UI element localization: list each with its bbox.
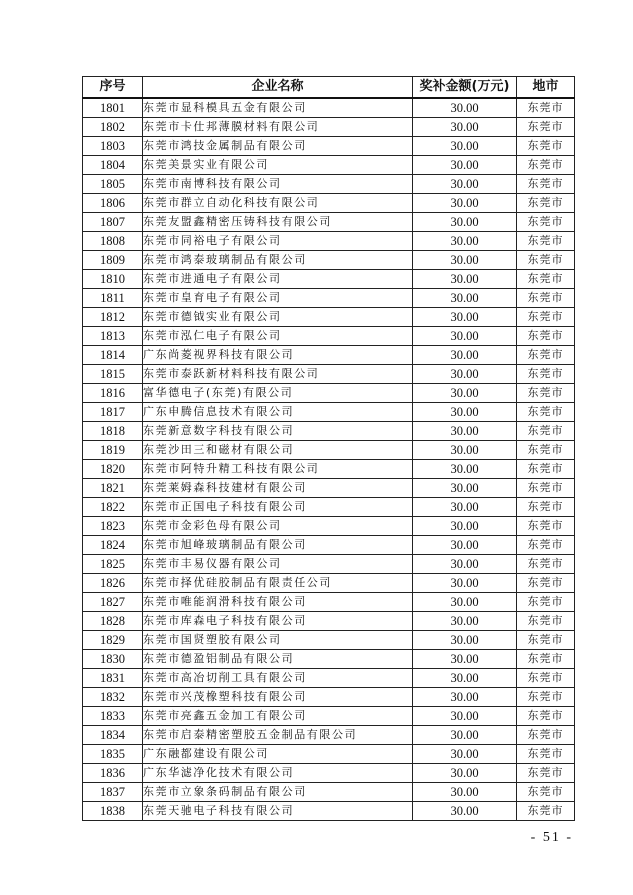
- table-row: [83, 289, 575, 308]
- cell-company-name: 广东融都建设有限公司: [143, 745, 413, 764]
- cell-city: 东莞市: [517, 308, 575, 327]
- cell-city: 东莞市: [517, 384, 575, 403]
- cell-amount: 30.00: [413, 403, 517, 422]
- table-row: [83, 346, 575, 365]
- cell-company-name: 广东华滤净化技术有限公司: [143, 764, 413, 783]
- cell-amount: 30.00: [413, 118, 517, 137]
- cell-company-name: 东莞市库森电子科技有限公司: [143, 612, 413, 631]
- cell-city: 东莞市: [517, 441, 575, 460]
- table-row: [83, 669, 575, 688]
- cell-no: 1833: [83, 707, 143, 726]
- table-row: [83, 536, 575, 555]
- cell-amount: 30.00: [413, 593, 517, 612]
- cell-no: 1805: [83, 175, 143, 194]
- cell-amount: 30.00: [413, 498, 517, 517]
- cell-company-name: 东莞市高冶切削工具有限公司: [143, 669, 413, 688]
- cell-city: 东莞市: [517, 289, 575, 308]
- cell-company-name: 东莞美景实业有限公司: [143, 156, 413, 175]
- cell-amount: 30.00: [413, 707, 517, 726]
- table-row: [83, 517, 575, 536]
- cell-city: 东莞市: [517, 194, 575, 213]
- table-row: [83, 194, 575, 213]
- cell-company-name: 东莞市鸿技金属制品有限公司: [143, 137, 413, 156]
- table-row: [83, 422, 575, 441]
- cell-amount: 30.00: [413, 574, 517, 593]
- table-row: [83, 726, 575, 745]
- award-table: [82, 76, 575, 821]
- table-row: [83, 441, 575, 460]
- table-row: [83, 479, 575, 498]
- header-city: 地市: [517, 77, 575, 99]
- cell-company-name: 东莞市阿特升精工科技有限公司: [143, 460, 413, 479]
- cell-amount: 30.00: [413, 555, 517, 574]
- table-body: [83, 98, 575, 821]
- cell-company-name: 东莞市旭峰玻璃制品有限公司: [143, 536, 413, 555]
- cell-company-name: 东莞市金彩色母有限公司: [143, 517, 413, 536]
- cell-city: 东莞市: [517, 783, 575, 802]
- cell-city: 东莞市: [517, 593, 575, 612]
- cell-no: 1826: [83, 574, 143, 593]
- cell-no: 1821: [83, 479, 143, 498]
- cell-no: 1837: [83, 783, 143, 802]
- cell-amount: 30.00: [413, 346, 517, 365]
- cell-city: 东莞市: [517, 327, 575, 346]
- cell-company-name: 东莞友盟鑫精密压铸科技有限公司: [143, 213, 413, 232]
- cell-no: 1822: [83, 498, 143, 517]
- cell-city: 东莞市: [517, 802, 575, 821]
- table-row: [83, 498, 575, 517]
- table-row: [83, 631, 575, 650]
- cell-company-name: 东莞市鸿泰玻璃制品有限公司: [143, 251, 413, 270]
- cell-city: 东莞市: [517, 574, 575, 593]
- cell-no: 1804: [83, 156, 143, 175]
- cell-amount: 30.00: [413, 384, 517, 403]
- cell-city: 东莞市: [517, 251, 575, 270]
- cell-amount: 30.00: [413, 650, 517, 669]
- table-row: [83, 270, 575, 289]
- cell-amount: 30.00: [413, 669, 517, 688]
- cell-city: 东莞市: [517, 631, 575, 650]
- cell-city: 东莞市: [517, 745, 575, 764]
- cell-no: 1815: [83, 365, 143, 384]
- cell-company-name: 东莞市亮鑫五金加工有限公司: [143, 707, 413, 726]
- cell-no: 1813: [83, 327, 143, 346]
- cell-company-name: 东莞市唯能润滑科技有限公司: [143, 593, 413, 612]
- cell-no: 1809: [83, 251, 143, 270]
- cell-amount: 30.00: [413, 327, 517, 346]
- cell-amount: 30.00: [413, 783, 517, 802]
- cell-no: 1829: [83, 631, 143, 650]
- cell-amount: 30.00: [413, 536, 517, 555]
- cell-no: 1824: [83, 536, 143, 555]
- table-row: [83, 650, 575, 669]
- cell-amount: 30.00: [413, 479, 517, 498]
- cell-company-name: 广东尚菱视界科技有限公司: [143, 346, 413, 365]
- cell-company-name: 东莞沙田三和磁材有限公司: [143, 441, 413, 460]
- table-row: [83, 156, 575, 175]
- cell-city: 东莞市: [517, 650, 575, 669]
- cell-amount: 30.00: [413, 517, 517, 536]
- cell-amount: 30.00: [413, 631, 517, 650]
- table-row: [83, 403, 575, 422]
- cell-company-name: 东莞市同裕电子有限公司: [143, 232, 413, 251]
- cell-company-name: 东莞新意数字科技有限公司: [143, 422, 413, 441]
- cell-company-name: 东莞天驰电子科技有限公司: [143, 802, 413, 821]
- cell-no: 1831: [83, 669, 143, 688]
- cell-company-name: 东莞市皇育电子有限公司: [143, 289, 413, 308]
- cell-no: 1810: [83, 270, 143, 289]
- cell-no: 1834: [83, 726, 143, 745]
- cell-no: 1820: [83, 460, 143, 479]
- table-row: [83, 745, 575, 764]
- cell-no: 1836: [83, 764, 143, 783]
- header-row: [83, 77, 575, 99]
- cell-amount: 30.00: [413, 745, 517, 764]
- header-no: 序号: [83, 77, 143, 99]
- table-row: [83, 118, 575, 137]
- table-row: [83, 98, 575, 118]
- header-company-name: 企业名称: [143, 77, 413, 99]
- table-row: [83, 175, 575, 194]
- cell-amount: 30.00: [413, 726, 517, 745]
- cell-no: 1814: [83, 346, 143, 365]
- table-row: [83, 232, 575, 251]
- cell-city: 东莞市: [517, 517, 575, 536]
- cell-company-name: 东莞市南博科技有限公司: [143, 175, 413, 194]
- page-number: - 51 -: [530, 830, 573, 845]
- cell-company-name: 富华德电子(东莞)有限公司: [143, 384, 413, 403]
- cell-city: 东莞市: [517, 270, 575, 289]
- cell-company-name: 东莞莱姆森科技建材有限公司: [143, 479, 413, 498]
- table-row: [83, 764, 575, 783]
- cell-company-name: 东莞市显科模具五金有限公司: [143, 98, 413, 118]
- table-row: [83, 593, 575, 612]
- cell-city: 东莞市: [517, 764, 575, 783]
- cell-no: 1808: [83, 232, 143, 251]
- cell-amount: 30.00: [413, 802, 517, 821]
- cell-no: 1807: [83, 213, 143, 232]
- table-row: [83, 384, 575, 403]
- cell-no: 1817: [83, 403, 143, 422]
- cell-amount: 30.00: [413, 460, 517, 479]
- table-row: [83, 327, 575, 346]
- table-row: [83, 707, 575, 726]
- cell-no: 1838: [83, 802, 143, 821]
- cell-amount: 30.00: [413, 764, 517, 783]
- cell-amount: 30.00: [413, 251, 517, 270]
- cell-company-name: 东莞市泓仁电子有限公司: [143, 327, 413, 346]
- cell-company-name: 东莞市国贤塑胶有限公司: [143, 631, 413, 650]
- header-amount: 奖补金额(万元): [413, 77, 517, 99]
- cell-city: 东莞市: [517, 403, 575, 422]
- cell-company-name: 广东申腾信息技术有限公司: [143, 403, 413, 422]
- cell-city: 东莞市: [517, 669, 575, 688]
- cell-city: 东莞市: [517, 536, 575, 555]
- cell-amount: 30.00: [413, 308, 517, 327]
- cell-no: 1827: [83, 593, 143, 612]
- table-row: [83, 802, 575, 821]
- cell-amount: 30.00: [413, 137, 517, 156]
- cell-city: 东莞市: [517, 479, 575, 498]
- cell-city: 东莞市: [517, 175, 575, 194]
- cell-company-name: 东莞市启泰精密塑胶五金制品有限公司: [143, 726, 413, 745]
- cell-amount: 30.00: [413, 365, 517, 384]
- table-row: [83, 688, 575, 707]
- cell-city: 东莞市: [517, 707, 575, 726]
- cell-city: 东莞市: [517, 232, 575, 251]
- cell-company-name: 东莞市泰跃新材料科技有限公司: [143, 365, 413, 384]
- cell-amount: 30.00: [413, 213, 517, 232]
- cell-no: 1816: [83, 384, 143, 403]
- cell-amount: 30.00: [413, 422, 517, 441]
- cell-no: 1806: [83, 194, 143, 213]
- cell-amount: 30.00: [413, 289, 517, 308]
- cell-company-name: 东莞市德钺实业有限公司: [143, 308, 413, 327]
- cell-no: 1835: [83, 745, 143, 764]
- cell-no: 1812: [83, 308, 143, 327]
- cell-city: 东莞市: [517, 137, 575, 156]
- cell-no: 1802: [83, 118, 143, 137]
- table-row: [83, 365, 575, 384]
- cell-company-name: 东莞市立象条码制品有限公司: [143, 783, 413, 802]
- cell-city: 东莞市: [517, 346, 575, 365]
- cell-city: 东莞市: [517, 156, 575, 175]
- cell-city: 东莞市: [517, 555, 575, 574]
- cell-company-name: 东莞市择优硅胶制品有限责任公司: [143, 574, 413, 593]
- cell-city: 东莞市: [517, 213, 575, 232]
- cell-amount: 30.00: [413, 194, 517, 213]
- cell-no: 1818: [83, 422, 143, 441]
- cell-city: 东莞市: [517, 98, 575, 118]
- cell-company-name: 东莞市丰易仪器有限公司: [143, 555, 413, 574]
- table-row: [83, 308, 575, 327]
- cell-no: 1811: [83, 289, 143, 308]
- table-row: [83, 783, 575, 802]
- cell-amount: 30.00: [413, 232, 517, 251]
- cell-city: 东莞市: [517, 498, 575, 517]
- cell-no: 1801: [83, 98, 143, 118]
- table-row: [83, 555, 575, 574]
- cell-amount: 30.00: [413, 688, 517, 707]
- cell-no: 1825: [83, 555, 143, 574]
- cell-city: 东莞市: [517, 118, 575, 137]
- cell-company-name: 东莞市群立自动化科技有限公司: [143, 194, 413, 213]
- cell-amount: 30.00: [413, 441, 517, 460]
- cell-company-name: 东莞市进通电子有限公司: [143, 270, 413, 289]
- cell-amount: 30.00: [413, 156, 517, 175]
- table-row: [83, 251, 575, 270]
- cell-amount: 30.00: [413, 175, 517, 194]
- cell-no: 1803: [83, 137, 143, 156]
- cell-company-name: 东莞市卡仕邦薄膜材料有限公司: [143, 118, 413, 137]
- table-row: [83, 137, 575, 156]
- cell-city: 东莞市: [517, 688, 575, 707]
- cell-city: 东莞市: [517, 422, 575, 441]
- cell-company-name: 东莞市德盈铝制品有限公司: [143, 650, 413, 669]
- cell-company-name: 东莞市正国电子科技有限公司: [143, 498, 413, 517]
- cell-city: 东莞市: [517, 612, 575, 631]
- cell-city: 东莞市: [517, 726, 575, 745]
- table-row: [83, 612, 575, 631]
- cell-amount: 30.00: [413, 612, 517, 631]
- cell-city: 东莞市: [517, 365, 575, 384]
- cell-amount: 30.00: [413, 270, 517, 289]
- cell-amount: 30.00: [413, 98, 517, 118]
- table-header: [83, 77, 575, 99]
- cell-no: 1828: [83, 612, 143, 631]
- table-row: [83, 213, 575, 232]
- cell-no: 1819: [83, 441, 143, 460]
- table-row: [83, 460, 575, 479]
- table-row: [83, 574, 575, 593]
- cell-no: 1830: [83, 650, 143, 669]
- cell-no: 1832: [83, 688, 143, 707]
- cell-no: 1823: [83, 517, 143, 536]
- cell-company-name: 东莞市兴茂橡塑科技有限公司: [143, 688, 413, 707]
- cell-city: 东莞市: [517, 460, 575, 479]
